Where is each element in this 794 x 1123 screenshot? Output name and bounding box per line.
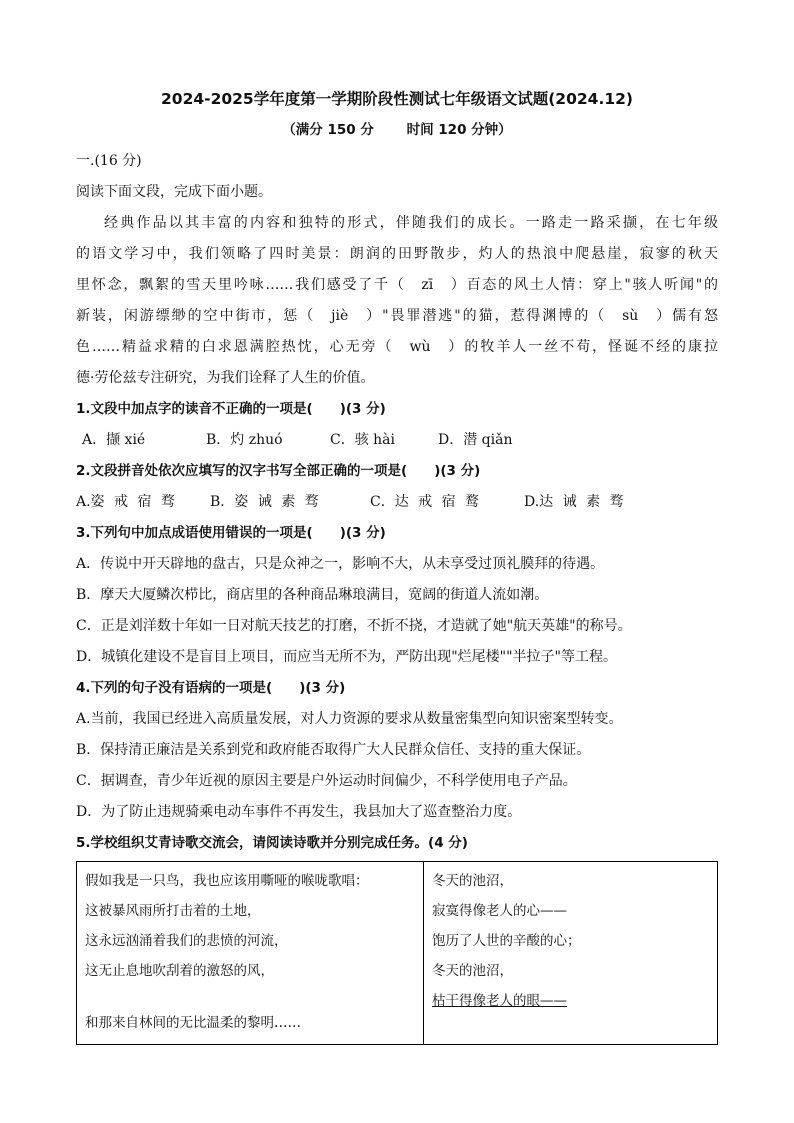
q1-option-c[interactable]: C．骇 hài xyxy=(330,432,396,448)
full-score: （满分 150 分 xyxy=(282,122,374,138)
poem-line-underlined: 枯干得像老人的眼—— xyxy=(432,993,567,1009)
exam-page xyxy=(76,84,718,1045)
q4-option-c[interactable]: C．据调查，青少年近视的原因主要是户外运动时间偏少，不科学使用电子产品。 xyxy=(76,773,577,789)
passage-line: 色……精益求精的白求恩满腔热忱，心无旁（ wù ）的牧羊人一丝不苟，怪诞不经的康拉 xyxy=(76,339,718,355)
poem-left-cell xyxy=(77,862,424,1045)
q3-option-c[interactable]: C．正是刘洋数十年如一日对航天技艺的打磨，不折不挠，才造就了她"航天英雄"的称号。 xyxy=(76,618,632,634)
section-instruction: 阅读下面文段，完成下面小题。 xyxy=(76,184,272,200)
question-2-stem: 2.文段拼音处依次应填写的汉字书写全部正确的一项是( )(3 分) xyxy=(76,463,481,479)
poem-gap xyxy=(85,986,415,1008)
q4-option-a[interactable]: A.当前，我国已经进入高质量发展，对人力资源的要求从数量密集型向知识密案型转变。 xyxy=(76,711,623,727)
passage-line: 的语文学习中，我们领略了四时美景：朗润的田野散步，灼人的热浪中爬悬崖，寂寥的秋天 xyxy=(76,246,718,262)
q3-option-b[interactable]: B．摩天大厦鳞次栉比，商店里的各种商品琳琅满目，宽阔的街道人流如潮。 xyxy=(76,587,549,603)
q4-option-d[interactable]: D．为了防止违规骑乘电动车事件不再发生，我县加大了巡查整治力度。 xyxy=(76,804,522,820)
poem-line: 和那来自林间的无比温柔的黎明…… xyxy=(85,1015,301,1031)
q4-option-b[interactable]: B．保持清正廉洁是关系到党和政府能否取得广大人民群众信任、支持的重大保证。 xyxy=(76,742,591,758)
passage-line: 经典作品以其丰富的内容和独特的形式，伴随我们的成长。一路走一路采撷，在七年级 xyxy=(104,215,718,231)
q2-option-b[interactable]: B．姿 诫 素 骛 xyxy=(210,494,319,510)
q2-option-d[interactable]: D.达 诫 素 骛 xyxy=(524,494,624,510)
poem-line: 这无止息地吹刮着的激怒的风， xyxy=(85,963,274,979)
poem-line: 寂寞得像老人的心—— xyxy=(432,903,567,919)
passage-line: 德·劳伦兹专注研究，为我们诠释了人生的价值。 xyxy=(76,370,375,386)
q2-option-a[interactable]: A.姿 戒 宿 骛 xyxy=(76,494,175,510)
question-4-stem: 4.下列的句子没有语病的一项是( )(3 分) xyxy=(76,680,346,696)
section-heading: 一.(16 分) xyxy=(76,153,142,169)
exam-subtitle xyxy=(76,114,718,146)
reading-passage xyxy=(76,208,718,394)
q2-option-c[interactable]: C．达 戒 宿 鹜 xyxy=(370,494,480,510)
poem-line: 这被暴风雨所打击着的土地， xyxy=(85,903,261,919)
poem-line: 假如我是一只鸟，我也应该用嘶哑的喉咙歌唱： xyxy=(85,873,369,889)
question-5-stem: 5.学校组织艾青诗歌交流会，请阅读诗歌并分别完成任务。(4 分) xyxy=(76,835,468,851)
passage-line: 新装，闲游缥缈的空中街市，惩（ jiè ）"畏罪潜逃"的猫，惹得渊博的（ sù ）儒有怒 xyxy=(76,308,718,324)
poem-right-cell xyxy=(424,862,718,1045)
q1-option-a[interactable]: A．撷 xié xyxy=(82,432,146,448)
q1-option-d[interactable]: D．潜 qiǎn xyxy=(438,432,513,448)
question-1-options xyxy=(76,425,718,456)
question-2-options xyxy=(76,487,718,518)
poem-table xyxy=(76,861,718,1045)
q3-option-a[interactable]: A．传说中开天辟地的盘古，只是众神之一，影响不大，从未享受过顶礼膜拜的待遇。 xyxy=(76,556,605,572)
question-3-stem: 3.下列句中加点成语使用错误的一项是( )(3 分) xyxy=(76,525,386,541)
poem-line: 这永远汹涌着我们的悲愤的河流， xyxy=(85,933,288,949)
poem-line: 冬天的池沼， xyxy=(432,963,513,979)
question-1-stem: 1.文段中加点字的读音不正确的一项是( )(3 分) xyxy=(76,401,386,417)
passage-line: 里怀念，飘絮的雪天里吟咏……我们感受了千（ zī ）百态的风土人情：穿上"骇人听闻"的 xyxy=(76,277,718,293)
poem-line: 冬天的池沼， xyxy=(432,873,513,889)
q3-option-d[interactable]: D．城镇化建设不是盲目上项目，而应当无所不为，严防出现"烂尾楼""半拉子"等工程。 xyxy=(76,649,617,665)
time-limit: 时间 120 分钟） xyxy=(406,122,512,138)
poem-line: 饱历了人世的辛酸的心； xyxy=(432,933,581,949)
exam-title: 2024-2025学年度第一学期阶段性测试七年级语文试题(2024.12) xyxy=(161,90,633,108)
q1-option-b[interactable]: B．灼 zhuó xyxy=(206,432,283,448)
